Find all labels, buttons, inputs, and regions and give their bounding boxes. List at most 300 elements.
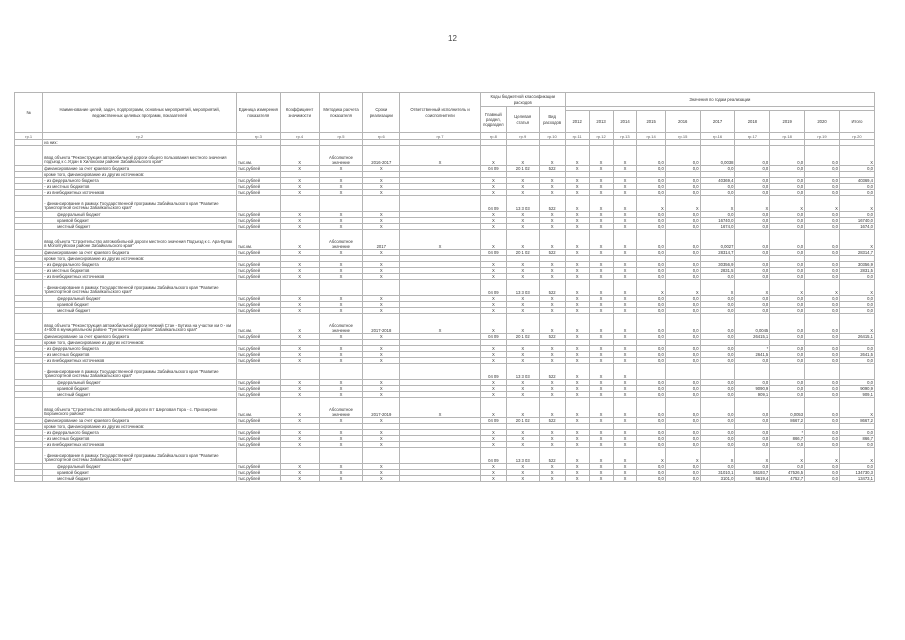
row-name-cell: кроме того, финансирование из других источников:: [43, 340, 237, 346]
terms-cell: [363, 196, 400, 212]
table-row: [15, 364, 875, 380]
row-name-cell: ввод объекта "Реконструкция автомобильной дороги общего пользования местного значения подъезд к с.Угдан в Хилокском районе Забайкальского края": [43, 146, 237, 166]
year-value-cell: X: [613, 334, 637, 340]
terms-cell: X: [363, 308, 400, 314]
year-value-cell: 0,0: [637, 442, 665, 448]
responsible-cell: [400, 476, 481, 482]
coefficient-cell: X: [280, 250, 319, 256]
year-value-cell: 0,0: [665, 418, 700, 424]
unit-cell: тыс.рублей: [237, 212, 281, 218]
column-number-cell: гр.18: [770, 133, 805, 140]
unit-cell: тыс.рублей: [237, 224, 281, 230]
row-name-cell: ввод объекта "Строительство автомобильной дороги местного значения Подъезд к с. Ара-Булак в Могойтуйском районе Забайкальского края": [43, 230, 237, 250]
code-vid-cell: X: [539, 314, 565, 334]
column-number-cell: гр.19: [805, 133, 840, 140]
year-value-cell: X: [735, 196, 770, 212]
code-stat-cell: X: [506, 470, 539, 476]
year-value-cell: 0,0: [637, 262, 665, 268]
year-value-cell: X: [565, 464, 589, 470]
year-value-cell: 0,0: [665, 146, 700, 166]
year-value-cell: X: [589, 190, 613, 196]
coefficient-cell: X: [280, 190, 319, 196]
unit-cell: тыс.рублей: [237, 308, 281, 314]
year-value-cell: X: [665, 448, 700, 464]
year-value-cell: 0,0: [637, 268, 665, 274]
year-value-cell: 0,0: [770, 314, 805, 334]
year-value-cell: X: [613, 398, 637, 418]
year-value-cell: 0,0: [637, 146, 665, 166]
year-value-cell: 0,0: [735, 308, 770, 314]
code-vid-cell: 522: [539, 448, 565, 464]
responsible-cell: X: [400, 398, 481, 418]
unit-cell: тыс.рублей: [237, 190, 281, 196]
year-value-cell: 0,0: [700, 166, 735, 172]
unit-cell: тыс.рублей: [237, 442, 281, 448]
year-value-cell: X: [613, 392, 637, 398]
code-glavny-cell: 04 09: [480, 166, 506, 172]
year-value-cell: 0,0: [665, 476, 700, 482]
coefficient-cell: X: [280, 166, 319, 172]
code-stat-cell: 20 1 02: [506, 334, 539, 340]
year-value-cell: X: [589, 334, 613, 340]
year-value-cell: X: [565, 476, 589, 482]
year-value-cell: X: [613, 178, 637, 184]
coefficient-cell: X: [280, 464, 319, 470]
year-value-cell: 0,0: [700, 334, 735, 340]
year-value-cell: 0,0: [665, 190, 700, 196]
row-name-cell: ввод объекта "Строительство автомобильной дороги пгт Шерловая Гора - с. Приозерное Борзинского района": [43, 398, 237, 418]
year-value-cell: 4752,7: [770, 476, 805, 482]
coefficient-cell: [280, 364, 319, 380]
total-cell: 9090,9: [839, 386, 874, 392]
year-value-cell: 0,0: [700, 302, 735, 308]
unit-cell: тыс.рублей: [237, 464, 281, 470]
year-value-cell: X: [589, 464, 613, 470]
code-glavny-cell: X: [480, 314, 506, 334]
year-value-cell: X: [613, 296, 637, 302]
code-vid-cell: X: [539, 346, 565, 352]
coefficient-cell: X: [280, 442, 319, 448]
total-cell: 1674,0: [839, 224, 874, 230]
header-num: №: [15, 93, 43, 133]
year-value-cell: X: [613, 430, 637, 436]
year-value-cell: 0,0: [770, 212, 805, 218]
year-value-cell: X: [613, 274, 637, 280]
year-value-cell: X: [565, 470, 589, 476]
year-value-cell: 0,0: [770, 302, 805, 308]
year-value-cell: 0,0: [700, 386, 735, 392]
method-cell: X: [319, 476, 363, 482]
method-cell: X: [319, 430, 363, 436]
unit-cell: тыс.рублей: [237, 218, 281, 224]
row-name-cell: кроме того, финансирование из других источников:: [43, 172, 237, 178]
header-year-2019: 2019: [770, 111, 805, 133]
year-value-cell: 0,0: [665, 302, 700, 308]
coefficient-cell: X: [280, 392, 319, 398]
code-glavny-cell: X: [480, 190, 506, 196]
year-value-cell: X: [613, 476, 637, 482]
total-cell: 134730,3: [839, 470, 874, 476]
method-cell: X: [319, 352, 363, 358]
coefficient-cell: X: [280, 314, 319, 334]
terms-cell: X: [363, 268, 400, 274]
header-years-group: Значения по годам реализации: [565, 93, 874, 107]
year-value-cell: X: [589, 386, 613, 392]
terms-cell: 2017-2019: [363, 398, 400, 418]
year-value-cell: X: [700, 196, 735, 212]
year-value-cell: 0,0: [700, 392, 735, 398]
code-glavny-cell: X: [480, 262, 506, 268]
year-value-cell: X: [589, 178, 613, 184]
year-value-cell: 0,0: [805, 346, 840, 352]
year-value-cell: X: [565, 262, 589, 268]
code-vid-cell: X: [539, 470, 565, 476]
coefficient-cell: X: [280, 346, 319, 352]
year-value-cell: 0,0: [665, 250, 700, 256]
method-cell: X: [319, 178, 363, 184]
year-value-cell: X: [565, 308, 589, 314]
column-number-cell: гр.13: [613, 133, 637, 140]
year-value-cell: 0,0: [665, 334, 700, 340]
row-name-cell: ввод объекта "Реконструкция автомобильной дороги Нижний Стан - Бутиха на участке км 0 - км 4+500 в муниципальном районе "Тунгокоченский район" Забайкальского края": [43, 314, 237, 334]
code-vid-cell: X: [539, 476, 565, 482]
total-cell: 0,0: [839, 296, 874, 302]
header-year-2018: 2018: [735, 111, 770, 133]
year-value-cell: X: [613, 418, 637, 424]
method-cell: X: [319, 190, 363, 196]
row-name-cell: финансирование за счет краевого бюджета: [43, 166, 237, 172]
year-value-cell: 0,0: [805, 314, 840, 334]
code-stat-cell: X: [506, 146, 539, 166]
year-value-cell: 0,0: [805, 224, 840, 230]
terms-cell: X: [363, 476, 400, 482]
code-stat-cell: X: [506, 296, 539, 302]
year-value-cell: 0,0: [770, 268, 805, 274]
year-value-cell: 0,0: [637, 302, 665, 308]
total-cell: 0,0: [839, 302, 874, 308]
responsible-cell: [400, 196, 481, 212]
header-total: Итого: [839, 111, 874, 133]
year-value-cell: 0,0: [637, 212, 665, 218]
coefficient-cell: X: [280, 334, 319, 340]
year-value-cell: X: [613, 386, 637, 392]
row-name-cell: краевой бюджет: [43, 386, 237, 392]
header-responsible: Ответственный исполнитель и соисполнители: [400, 93, 481, 133]
year-value-cell: 0,0: [735, 250, 770, 256]
year-value-cell: X: [589, 184, 613, 190]
code-vid-cell: X: [539, 308, 565, 314]
code-glavny-cell: X: [480, 184, 506, 190]
code-stat-cell: 20 1 02: [506, 166, 539, 172]
year-value-cell: X: [565, 146, 589, 166]
year-value-cell: X: [565, 436, 589, 442]
responsible-cell: X: [400, 230, 481, 250]
year-value-cell: 0,0: [735, 296, 770, 302]
code-vid-cell: X: [539, 302, 565, 308]
code-glavny-cell: X: [480, 346, 506, 352]
column-number-cell: гр.11: [565, 133, 589, 140]
code-glavny-cell: X: [480, 358, 506, 364]
unit-cell: тыс.рублей: [237, 250, 281, 256]
code-vid-cell: X: [539, 380, 565, 386]
terms-cell: X: [363, 352, 400, 358]
year-value-cell: 0,0: [665, 274, 700, 280]
year-value-cell: 0,0: [770, 308, 805, 314]
year-value-cell: 0,0053: [770, 398, 805, 418]
year-value-cell: 0,0: [735, 436, 770, 442]
year-value-cell: 0,0: [637, 308, 665, 314]
method-cell: Абсолютное значение: [319, 314, 363, 334]
total-cell: 2831,5: [839, 268, 874, 274]
year-value-cell: 0,0: [637, 314, 665, 334]
year-value-cell: 0,0: [770, 352, 805, 358]
year-value-cell: 0,0: [805, 274, 840, 280]
unit-cell: [237, 364, 281, 380]
year-value-cell: 0,0: [637, 398, 665, 418]
year-value-cell: 0,0: [665, 352, 700, 358]
method-cell: [319, 280, 363, 296]
code-glavny-cell: X: [480, 430, 506, 436]
row-number-cell: [15, 196, 43, 212]
year-value-cell: 0,0: [665, 218, 700, 224]
year-value-cell: 0,0: [665, 442, 700, 448]
code-stat-cell: X: [506, 212, 539, 218]
year-value-cell: 3101,0: [700, 476, 735, 482]
row-number-cell: [15, 398, 43, 418]
code-stat-cell: X: [506, 184, 539, 190]
year-value-cell: 0,0: [805, 184, 840, 190]
total-cell: 16740,0: [839, 218, 874, 224]
code-stat-cell: X: [506, 314, 539, 334]
year-value-cell: 2641,5: [735, 352, 770, 358]
page-number: 12: [448, 34, 457, 43]
year-value-cell: 0,0: [637, 296, 665, 302]
year-value-cell: X: [565, 430, 589, 436]
year-value-cell: 0,0: [637, 346, 665, 352]
year-value-cell: 0,0: [805, 398, 840, 418]
year-value-cell: X: [805, 196, 840, 212]
year-value-cell: X: [565, 334, 589, 340]
header-unit: Единица измерения показателя: [237, 93, 281, 133]
year-value-cell: X: [637, 196, 665, 212]
total-cell: 0,0: [839, 430, 874, 436]
year-value-cell: 0,0: [735, 218, 770, 224]
code-glavny-cell: X: [480, 146, 506, 166]
year-value-cell: 0,0: [805, 358, 840, 364]
terms-cell: X: [363, 262, 400, 268]
year-value-cell: X: [613, 442, 637, 448]
code-vid-cell: X: [539, 212, 565, 218]
header-budget-codes: Коды бюджетной классификации расходов: [480, 93, 565, 107]
code-vid-cell: X: [539, 386, 565, 392]
year-value-cell: 0,0: [770, 386, 805, 392]
code-glavny-cell: X: [480, 392, 506, 398]
header-year-2016: 2016: [665, 111, 700, 133]
year-value-cell: 866,7: [770, 436, 805, 442]
year-value-cell: 1674,0: [700, 224, 735, 230]
method-cell: X: [319, 436, 363, 442]
unit-cell: тыс.рублей: [237, 184, 281, 190]
unit-cell: тыс.рублей: [237, 302, 281, 308]
total-cell: 0,0: [839, 464, 874, 470]
year-value-cell: 0,0: [805, 418, 840, 424]
code-glavny-cell: X: [480, 476, 506, 482]
year-value-cell: 0,0: [665, 314, 700, 334]
total-cell: X: [839, 146, 874, 166]
total-cell: [839, 364, 874, 380]
code-glavny-cell: X: [480, 436, 506, 442]
total-cell: X: [839, 230, 874, 250]
year-value-cell: X: [613, 280, 637, 296]
year-value-cell: X: [613, 146, 637, 166]
year-value-cell: 0,0: [805, 166, 840, 172]
code-glavny-cell: X: [480, 470, 506, 476]
total-cell: 0,0: [839, 274, 874, 280]
terms-cell: X: [363, 442, 400, 448]
year-value-cell: X: [613, 308, 637, 314]
year-value-cell: 0,0: [805, 334, 840, 340]
year-value-cell: 47526,5: [770, 470, 805, 476]
year-value-cell: 0,0: [700, 464, 735, 470]
total-cell: 30356,9: [839, 262, 874, 268]
year-value-cell: 0,0: [770, 166, 805, 172]
row-name-cell: - из местных бюджетов: [43, 184, 237, 190]
year-value-cell: 0,0: [665, 346, 700, 352]
year-value-cell: X: [565, 364, 589, 380]
responsible-cell: [400, 448, 481, 464]
coefficient-cell: X: [280, 308, 319, 314]
unit-cell: тыс.рублей: [237, 418, 281, 424]
header-code-glavny: Главный раздел, подраздел: [480, 107, 506, 133]
row-number-cell: [15, 476, 43, 482]
code-vid-cell: X: [539, 274, 565, 280]
year-value-cell: X: [565, 190, 589, 196]
unit-cell: [237, 196, 281, 212]
year-value-cell: X: [613, 250, 637, 256]
code-vid-cell: 522: [539, 364, 565, 380]
year-value-cell: 0,0: [770, 380, 805, 386]
total-cell: 909,1: [839, 392, 874, 398]
year-value-cell: 0,0: [665, 268, 700, 274]
year-value-cell: X: [613, 364, 637, 380]
year-value-cell: 0,0: [637, 230, 665, 250]
code-glavny-cell: X: [480, 398, 506, 418]
year-value-cell: X: [665, 196, 700, 212]
terms-cell: X: [363, 430, 400, 436]
year-value-cell: 0,0: [637, 224, 665, 230]
year-value-cell: X: [565, 274, 589, 280]
row-name-cell: - из местных бюджетов: [43, 436, 237, 442]
method-cell: X: [319, 358, 363, 364]
year-value-cell: X: [613, 218, 637, 224]
year-value-cell: X: [700, 280, 735, 296]
terms-cell: X: [363, 184, 400, 190]
row-name-cell: федеральный бюджет: [43, 464, 237, 470]
year-value-cell: 0,0: [637, 470, 665, 476]
method-cell: [319, 364, 363, 380]
year-value-cell: 0,0: [735, 224, 770, 230]
unit-cell: тыс.рублей: [237, 274, 281, 280]
code-vid-cell: X: [539, 296, 565, 302]
code-glavny-cell: X: [480, 308, 506, 314]
year-value-cell: [700, 364, 735, 380]
total-cell: X: [839, 398, 874, 418]
year-value-cell: [770, 364, 805, 380]
column-number-cell: гр.7: [400, 133, 481, 140]
method-cell: [319, 196, 363, 212]
terms-cell: X: [363, 250, 400, 256]
total-cell: 0,0: [839, 212, 874, 218]
year-value-cell: 0,0: [700, 352, 735, 358]
year-value-cell: 0,0: [700, 442, 735, 448]
year-value-cell: 0,0: [735, 190, 770, 196]
row-name-cell: - из федерального бюджета: [43, 262, 237, 268]
program-table-wrapper: [14, 92, 875, 482]
method-cell: X: [319, 274, 363, 280]
coefficient-cell: [280, 280, 319, 296]
year-value-cell: X: [613, 470, 637, 476]
year-value-cell: X: [589, 442, 613, 448]
header-name: Наименование целей, задач, подпрограмм, основных мероприятий, мероприятий, ведомственных целевых программ, показателей: [43, 93, 237, 133]
unit-cell: тыс.рублей: [237, 296, 281, 302]
terms-cell: [363, 448, 400, 464]
terms-cell: X: [363, 470, 400, 476]
code-stat-cell: X: [506, 380, 539, 386]
year-value-cell: 0,0: [637, 386, 665, 392]
year-value-cell: 0,0: [735, 380, 770, 386]
year-value-cell: 0,0: [770, 334, 805, 340]
year-value-cell: 0,0: [637, 392, 665, 398]
total-cell: 0,0: [839, 346, 874, 352]
year-value-cell: 0,0: [637, 430, 665, 436]
row-number-cell: [15, 448, 43, 464]
terms-cell: [363, 364, 400, 380]
year-value-cell: X: [565, 166, 589, 172]
total-cell: 0,0: [839, 442, 874, 448]
year-value-cell: 0,0: [805, 436, 840, 442]
terms-cell: X: [363, 224, 400, 230]
year-value-cell: 0,0: [735, 430, 770, 436]
row-name-cell: федеральный бюджет: [43, 380, 237, 386]
year-value-cell: 0,0: [637, 418, 665, 424]
code-stat-cell: X: [506, 476, 539, 482]
year-value-cell: 0,0: [700, 418, 735, 424]
code-stat-cell: X: [506, 262, 539, 268]
year-value-cell: X: [770, 280, 805, 296]
year-value-cell: 0,0: [770, 190, 805, 196]
method-cell: [319, 448, 363, 464]
code-stat-cell: X: [506, 436, 539, 442]
row-name-cell: - финансирование в рамках Государственной программы Забайкальского края "Развитие транспортной системы Забайкальского края": [43, 364, 237, 380]
year-value-cell: 26415,1: [735, 334, 770, 340]
terms-cell: X: [363, 166, 400, 172]
code-glavny-cell: X: [480, 218, 506, 224]
code-glavny-cell: X: [480, 352, 506, 358]
year-value-cell: X: [613, 302, 637, 308]
code-stat-cell: X: [506, 308, 539, 314]
column-number-cell: гр.4: [280, 133, 319, 140]
coefficient-cell: X: [280, 218, 319, 224]
row-name-cell: - из федерального бюджета: [43, 346, 237, 352]
year-value-cell: X: [565, 268, 589, 274]
total-cell: 0,0: [839, 358, 874, 364]
year-value-cell: 0,0: [735, 166, 770, 172]
code-vid-cell: 522: [539, 196, 565, 212]
header-year-2012: 2012: [565, 111, 589, 133]
year-value-cell: 0,0: [770, 358, 805, 364]
table-row: [15, 196, 875, 212]
year-value-cell: X: [589, 212, 613, 218]
